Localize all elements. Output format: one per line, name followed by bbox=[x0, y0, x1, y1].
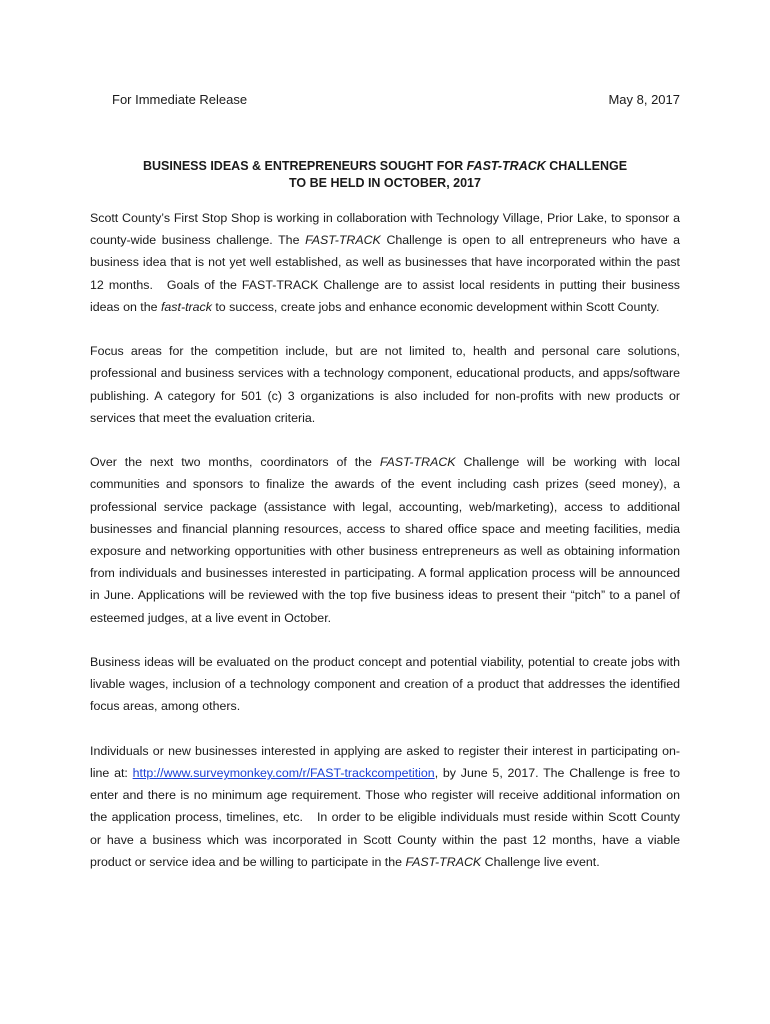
headline-fast-track: FAST-TRACK bbox=[466, 159, 546, 173]
release-label: For Immediate Release bbox=[112, 92, 248, 107]
p3-text-a: Over the next two months, coordinators of the bbox=[90, 455, 380, 470]
p1-text-a: Scott County’s First Stop Shop is working in collaboration with Technology Village, Prior Lake, to sponsor a county-wide business challenge. The bbox=[90, 211, 680, 248]
p1-text-c: Goals of the FAST-TRACK Challenge are to assist local residents in putting their business ideas on the bbox=[90, 277, 680, 314]
p5-text-d: Challenge live event. bbox=[481, 854, 600, 869]
paragraph-registration bbox=[90, 740, 680, 873]
p5-text-b: , by June 5, 2017. The Challenge is free to enter and there is no minimum age requirement. Those who register will receive additional information on the application process, timelines, etc. bbox=[90, 766, 680, 825]
paragraph-evaluation: Business ideas will be evaluated on the product concept and potential viability, potential to create jobs with livable wages, inclusion of a technology component and creation of a product that addresses the identified focus areas, among others. bbox=[90, 655, 680, 714]
release-date: May 8, 2017 bbox=[608, 92, 680, 107]
headline-line-2: TO BE HELD IN OCTOBER, 2017 bbox=[289, 176, 481, 190]
p5-fast-track: FAST-TRACK bbox=[405, 854, 482, 869]
p3-text-b: Challenge will be working with local communities and sponsors to finalize the awards of the event including cash prizes (seed money), a professional service package (assistance with legal, accounting, web/marketing), access to additional businesses and financial planning resources, access to shared office space and meeting facilities, media exposure and networking opportunities with other business entrepreneurs as well as obtaining information from individuals and businesses interested in participating. A formal application process will be announced in June. Applications will be reviewed with the top five business ideas to present their “pitch” to a panel of esteemed judges, at a live event in October. bbox=[90, 455, 680, 625]
survey-link[interactable]: http://www.surveymonkey.com/r/FAST-trackcompetition bbox=[132, 766, 435, 781]
p1-fast-track: FAST-TRACK bbox=[305, 233, 381, 248]
headline bbox=[90, 158, 680, 192]
p1-text-d: to success, create jobs and enhance economic development within Scott County. bbox=[211, 299, 660, 314]
body-text bbox=[90, 207, 680, 895]
p5-text-a: Individuals or new businesses interested in applying are asked to register their interest in participating on-line at: bbox=[90, 743, 680, 781]
p1-text-b: Challenge is open to all entrepreneurs who have a business idea that is not yet well established, as well as businesses that have incorporated within the past 12 months. bbox=[90, 233, 681, 292]
headline-line-1-post: CHALLENGE bbox=[545, 159, 628, 173]
headline-line-1-pre: BUSINESS IDEAS & ENTREPRENEURS SOUGHT FOR bbox=[142, 159, 467, 173]
p3-fast-track: FAST-TRACK bbox=[379, 455, 456, 470]
paragraph-intro bbox=[90, 207, 680, 318]
paragraph-focus-areas: Focus areas for the competition include, but are not limited to, health and personal care solutions, professional and business services with a technology component, educational products, and apps/software publishing. A category for 501 (c) 3 organizations is also included for non-profits with new products or services that meet the evaluation criteria. bbox=[90, 344, 680, 425]
headline-line-1 bbox=[90, 158, 680, 175]
p1-fast-track-lower: fast-track bbox=[160, 299, 212, 314]
p5-text-c: In order to be eligible individuals must reside within Scott County or have a business which was incorporated in Scott County within the past 12 months, have a viable product or service idea and be willing to participate in the bbox=[90, 810, 680, 869]
paragraph-coordinators bbox=[90, 451, 680, 629]
